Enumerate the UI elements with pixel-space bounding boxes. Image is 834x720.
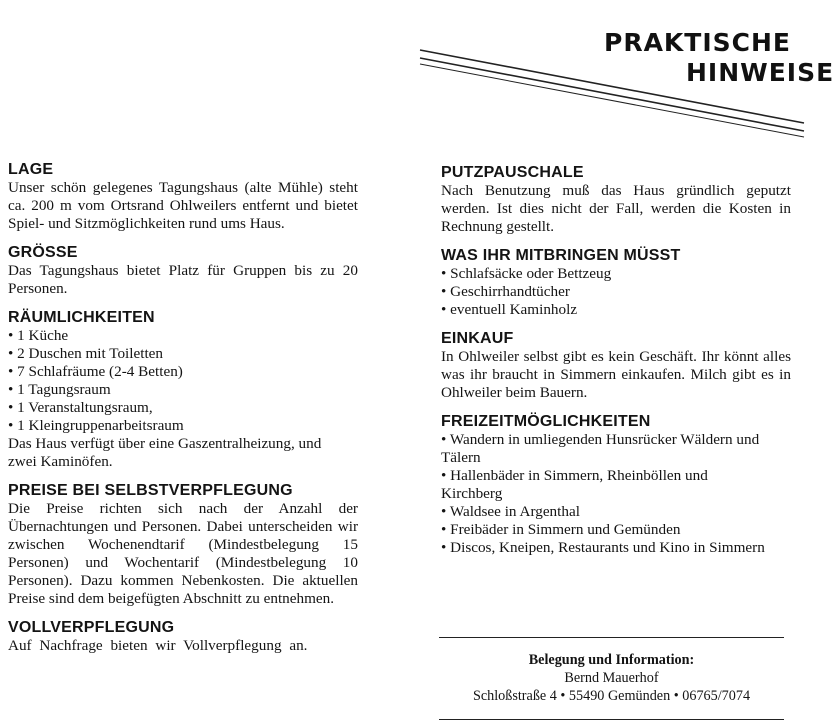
title-line-2: HINWEISE	[686, 58, 834, 87]
section-lage	[8, 160, 358, 233]
text-putzpauschale: Nach Benutzung muß das Haus gründlich geputzt werden. Ist dies nicht der Fall, werden die Kosten in Rechnung gestellt.	[441, 182, 791, 235]
heading-putzpauschale: PUTZPAUSCHALE	[441, 164, 584, 181]
list-raeumlichkeiten	[8, 327, 358, 435]
heading-raeumlichkeiten: RÄUMLICHKEITEN	[8, 309, 155, 326]
section-groesse	[8, 243, 358, 298]
heading-lage: LAGE	[8, 161, 54, 178]
text-einkauf: In Ohlweiler selbst gibt es kein Geschäft. Ihr könnt alles was ihr braucht in Simmern einkaufen. Milch gibt es in Ohlweiler beim Bauern.	[441, 348, 791, 401]
title-line-1: PRAKTISCHE	[604, 28, 792, 57]
heading-freizeit: FREIZEITMÖGLICHKEITEN	[441, 413, 651, 430]
heading-preise: PREISE BEI SELBSTVERPFLEGUNG	[8, 482, 293, 499]
section-vollverpflegung	[8, 618, 358, 655]
text-preise: Die Preise richten sich nach der Anzahl der Übernachtungen und Personen. Dabei unterscheiden wir zwischen Wochenendtarif (Mindestbelegung 15 Personen) und Wochentarif (Mindestbelegung 10 Personen). Dazu kommen Nebenkosten. Die aktuellen Preise sind dem beigefügten Abschnitt zu entnehmen.	[8, 500, 358, 607]
list-item: • Wandern in umliegenden Hunsrücker Wäldern und Tälern	[441, 431, 771, 467]
list-item: • Freibäder in Simmern und Gemünden	[441, 521, 771, 539]
list-item: • 1 Küche	[8, 327, 358, 345]
list-item: • 1 Veranstaltungsraum,	[8, 399, 358, 417]
heading-vollverpflegung: VOLLVERPFLEGUNG	[8, 619, 175, 636]
text-vollverpflegung: Auf Nachfrage bieten wir Vollverpflegung an.	[8, 637, 308, 654]
text-groesse: Das Tagungshaus bietet Platz für Gruppen bis zu 20 Personen.	[8, 262, 358, 297]
list-item: • eventuell Kaminholz	[441, 301, 791, 319]
section-einkauf	[441, 329, 791, 402]
list-item: • 2 Duschen mit Toiletten	[8, 345, 358, 363]
list-mitbringen	[441, 265, 791, 319]
text-lage: Unser schön gelegenes Tagungshaus (alte Mühle) steht ca. 200 m vom Ortsrand Ohlweilers entfernt und bietet Spiel- und Sitzmöglichkeiten rund ums Haus.	[8, 179, 358, 232]
left-column	[8, 160, 358, 655]
contact-address: Schloßstraße 4 • 55490 Gemünden • 06765/7074	[472, 688, 751, 704]
section-freizeit	[441, 412, 791, 557]
contact-box	[439, 637, 784, 720]
heading-groesse: GRÖSSE	[8, 244, 78, 261]
list-item: • Hallenbäder in Simmern, Rheinböllen und Kirchberg	[441, 467, 771, 503]
list-item: • Schlafsäcke oder Bettzeug	[441, 265, 791, 283]
list-item: • Discos, Kneipen, Restaurants und Kino in Simmern	[441, 539, 771, 557]
list-item: • 7 Schlafräume (2-4 Betten)	[8, 363, 358, 381]
list-item: • Waldsee in Argenthal	[441, 503, 771, 521]
list-freizeit	[441, 431, 771, 557]
heading-einkauf: EINKAUF	[441, 330, 514, 347]
section-raeumlichkeiten	[8, 308, 358, 471]
section-putzpauschale	[441, 163, 791, 236]
contact-heading: Belegung und Information:	[528, 652, 695, 668]
list-item: • Geschirrhandtücher	[441, 283, 791, 301]
list-item: • 1 Tagungsraum	[8, 381, 358, 399]
contact-name: Bernd Mauerhof	[564, 670, 659, 686]
right-column	[441, 163, 791, 557]
section-preise	[8, 481, 358, 608]
text-raeumlichkeiten: Das Haus verfügt über eine Gaszentralheizung, und zwei Kaminöfen.	[8, 435, 322, 470]
list-item: • 1 Kleingruppenarbeitsraum	[8, 417, 358, 435]
heading-mitbringen: WAS IHR MITBRINGEN MÜSST	[441, 247, 681, 264]
section-mitbringen	[441, 246, 791, 319]
